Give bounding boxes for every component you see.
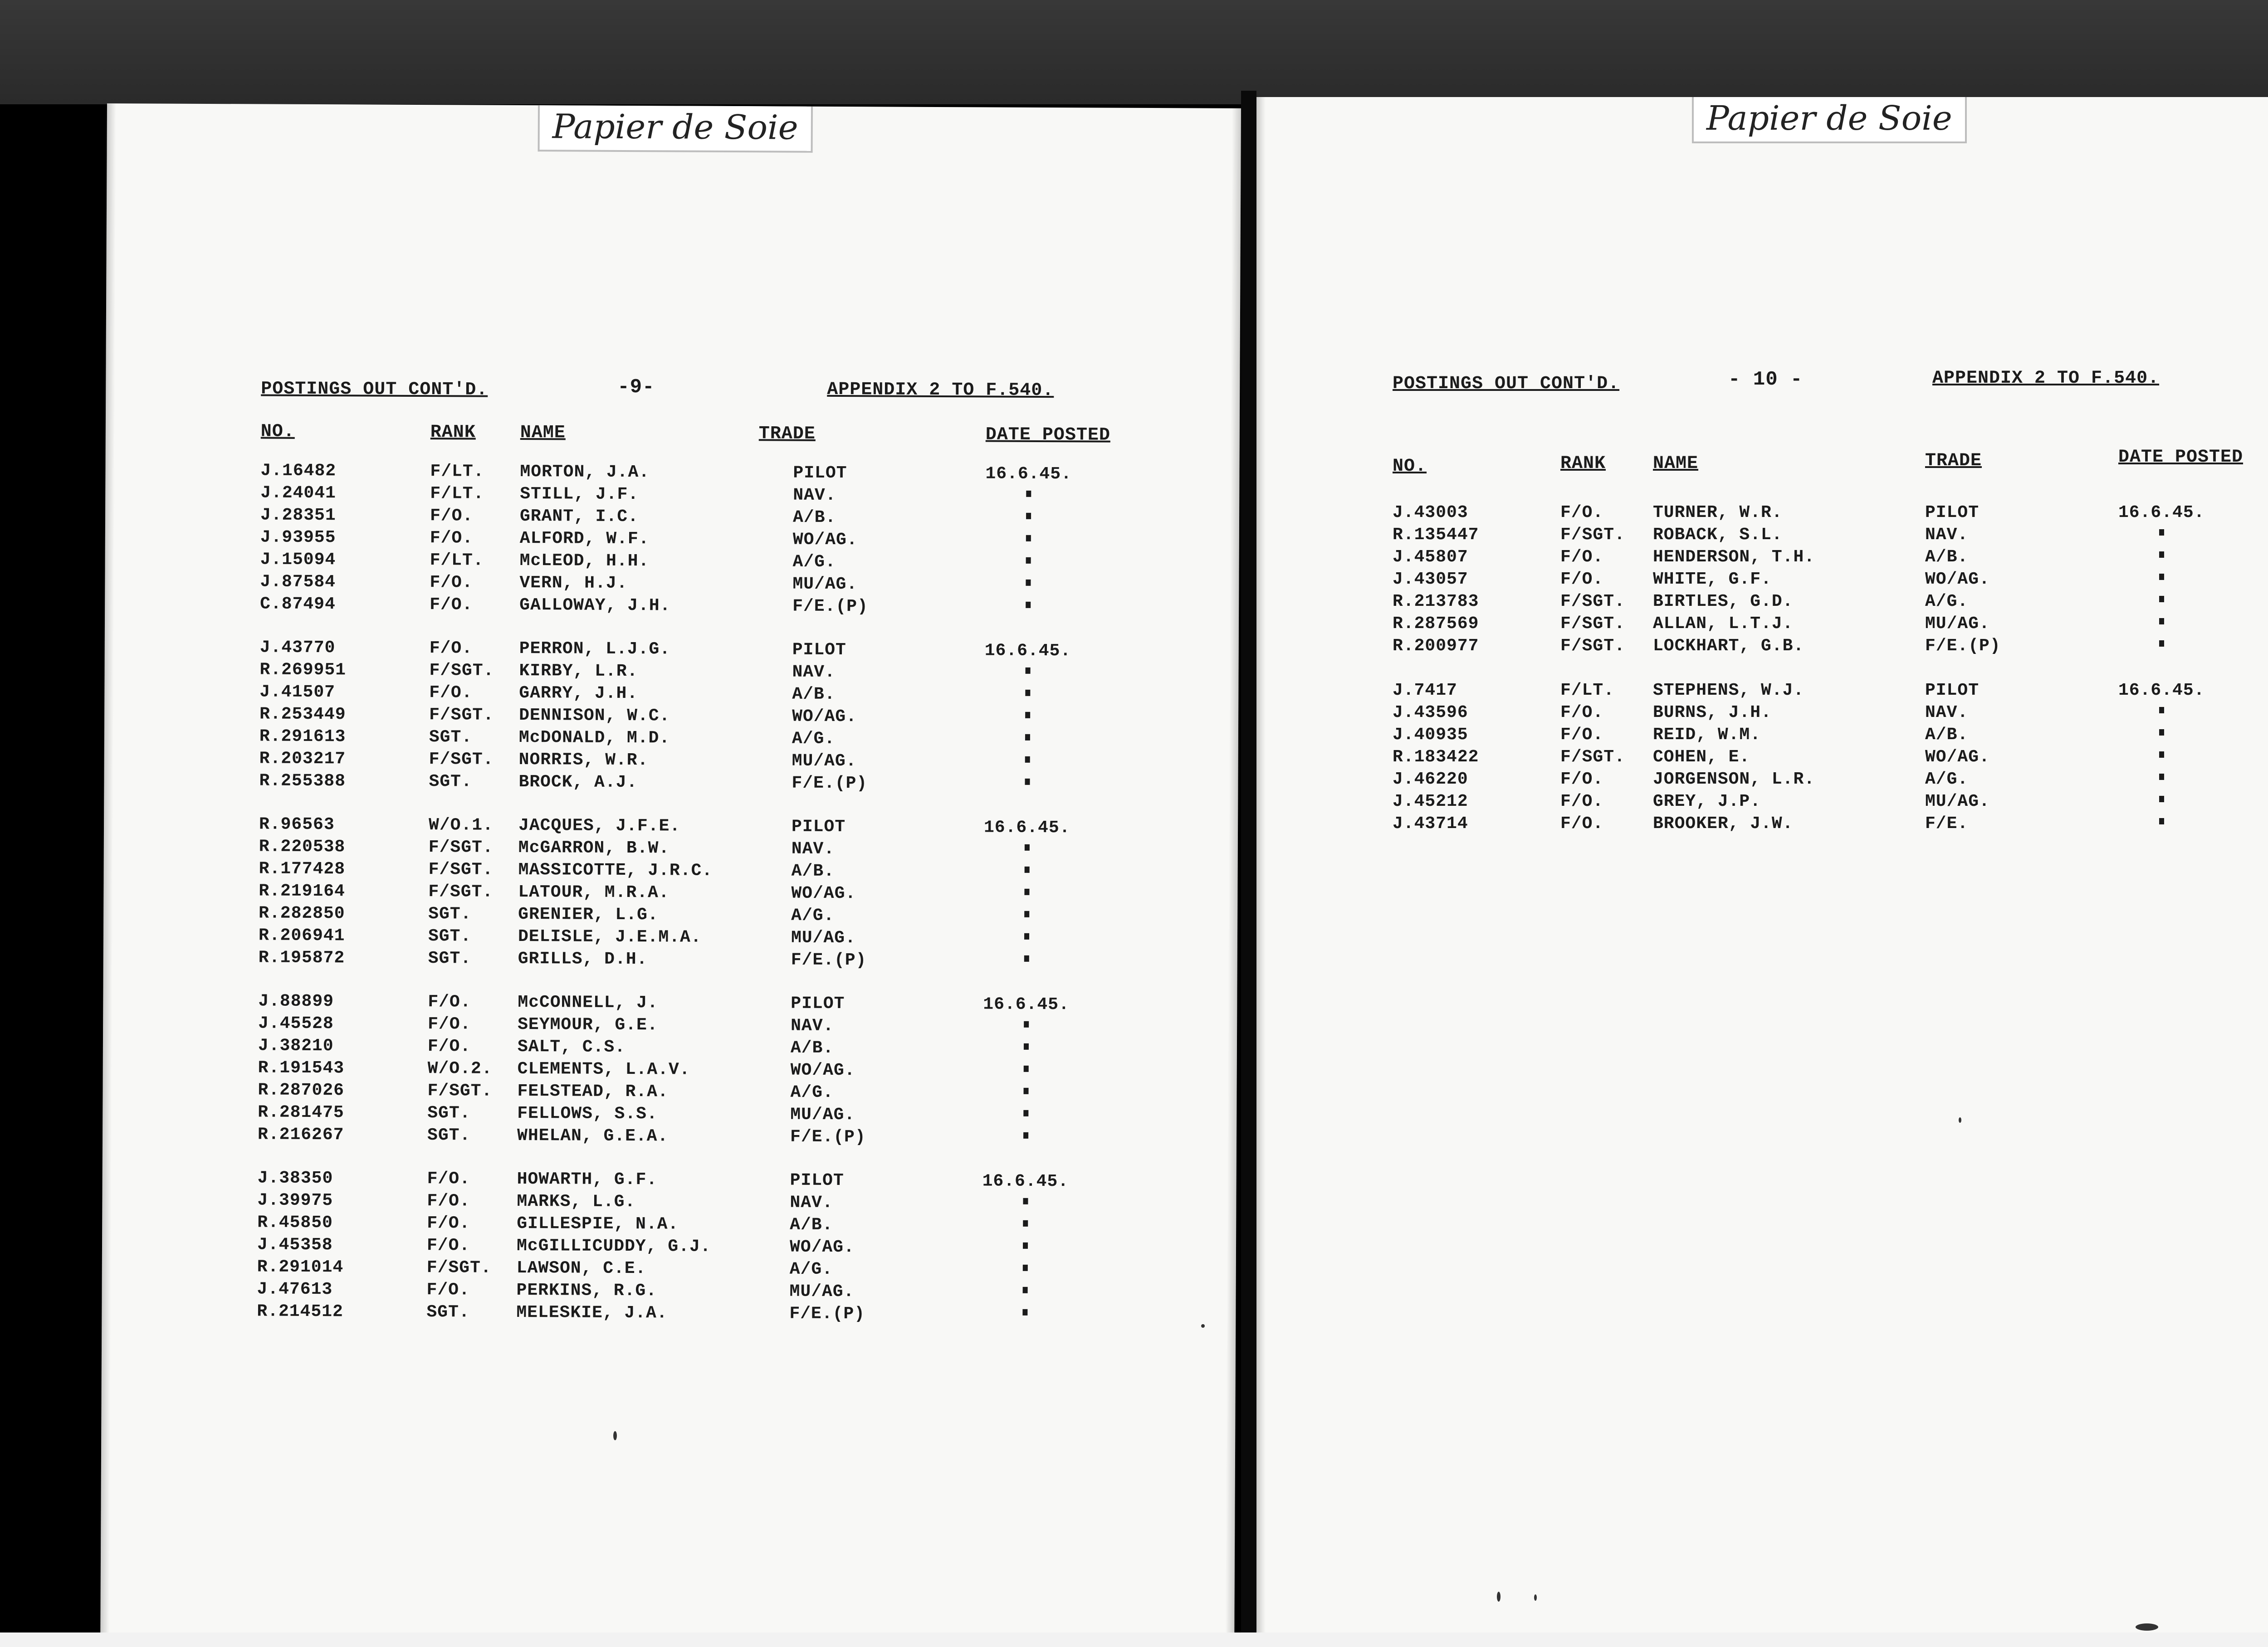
- cell-trade: WO/AG.: [792, 707, 857, 727]
- cell-name: VERN, H.J.: [519, 573, 628, 594]
- cell-date-posted: 16.6.45.: [983, 994, 1070, 1015]
- cell-rank: F/LT.: [430, 551, 484, 570]
- left-page: [100, 103, 1241, 1641]
- cell-name: LOCKHART, G.B.: [1653, 636, 1804, 656]
- cell-rank: F/SGT.: [429, 705, 494, 725]
- cell-rank: F/LT.: [1560, 681, 1615, 700]
- appendix-ref: APPENDIX 2 TO F.540.: [827, 379, 1054, 401]
- ditto-mark: [2159, 640, 2164, 647]
- cell-name: MASSICOTTE, J.R.C.: [518, 860, 713, 881]
- cell-trade: NAV.: [791, 1016, 834, 1036]
- ditto-mark: [1025, 867, 1030, 873]
- ditto-mark: [1025, 690, 1030, 696]
- cell-no: R.96563: [259, 814, 335, 835]
- cell-name: HOWARTH, G.F.: [517, 1169, 658, 1190]
- cell-name: McCONNELL, J.: [518, 992, 658, 1013]
- page-gutter: [1241, 91, 1256, 1637]
- cell-name: STILL, J.F.: [520, 484, 639, 505]
- cell-no: R.213783: [1393, 592, 1479, 611]
- cell-no: J.28351: [260, 505, 336, 526]
- cell-no: J.43003: [1393, 503, 1468, 522]
- cell-name: MELESKIE, J.A.: [516, 1302, 668, 1323]
- ditto-mark: [1024, 911, 1029, 917]
- cell-rank: F/O.: [1560, 570, 1604, 589]
- cell-date-posted: 16.6.45.: [985, 464, 1072, 484]
- cell-no: J.47613: [257, 1279, 333, 1300]
- cell-no: J.45528: [258, 1014, 334, 1034]
- page-number: -9-: [617, 375, 655, 399]
- cell-name: GRILLS, D.H.: [518, 949, 648, 970]
- cell-no: J.45807: [1393, 547, 1468, 567]
- ditto-mark: [2159, 618, 2164, 624]
- ditto-mark: [2159, 729, 2164, 736]
- cell-trade: MU/AG.: [792, 574, 858, 594]
- ditto-mark: [1023, 1132, 1028, 1139]
- cell-rank: F/LT.: [430, 462, 484, 482]
- cell-trade: MU/AG.: [792, 751, 857, 771]
- cell-name: GARRY, J.H.: [519, 683, 638, 704]
- cell-rank: F/SGT.: [429, 661, 494, 681]
- cell-name: ROBACK, S.L.: [1653, 525, 1783, 545]
- ditto-mark: [1026, 668, 1031, 674]
- cell-rank: F/SGT.: [426, 1258, 492, 1278]
- cell-name: McGARRON, B.W.: [518, 838, 670, 858]
- cell-rank: F/SGT.: [1560, 747, 1625, 767]
- cell-name: GILLESPIE, N.A.: [517, 1213, 679, 1234]
- cell-no: J.43596: [1393, 703, 1468, 722]
- cell-rank: SGT.: [427, 1126, 471, 1145]
- cell-no: J.45358: [257, 1235, 333, 1255]
- cell-no: R.206941: [258, 926, 345, 946]
- scan-speck: [1497, 1592, 1501, 1602]
- ditto-mark: [1026, 535, 1031, 541]
- scan-speck: [1201, 1324, 1205, 1328]
- ditto-mark: [1026, 557, 1031, 564]
- cell-rank: SGT.: [428, 904, 472, 924]
- ditto-mark: [2159, 707, 2164, 713]
- cell-trade: WO/AG.: [790, 1060, 855, 1081]
- cell-trade: A/G.: [1925, 770, 1969, 789]
- cell-trade: WO/AG.: [791, 883, 856, 904]
- scan-speck: [1534, 1594, 1537, 1601]
- cell-trade: PILOT: [791, 994, 845, 1014]
- cell-name: FELLOWS, S.S.: [517, 1103, 658, 1124]
- cell-trade: F/E.: [1925, 814, 1969, 833]
- cell-name: BROOKER, J.W.: [1653, 814, 1794, 833]
- cell-no: R.255388: [259, 771, 346, 791]
- ditto-mark: [1022, 1309, 1027, 1316]
- cell-rank: F/LT.: [430, 484, 484, 504]
- right-page: [1256, 97, 2268, 1637]
- doc-title: POSTINGS OUT CONT'D.: [261, 379, 488, 400]
- cell-rank: F/O.: [1560, 703, 1604, 722]
- cell-trade: F/E.(P): [790, 1127, 866, 1147]
- col-header-rank: RANK: [430, 422, 476, 443]
- cell-name: PERKINS, R.G.: [516, 1280, 657, 1301]
- cell-no: R.183422: [1393, 747, 1479, 767]
- cell-name: GRANT, I.C.: [519, 506, 639, 527]
- ditto-mark: [1025, 756, 1030, 763]
- cell-trade: PILOT: [1925, 681, 1980, 700]
- cell-name: MARKS, L.G.: [517, 1191, 636, 1212]
- cell-name: LATOUR, M.R.A.: [518, 882, 670, 903]
- cell-rank: F/O.: [429, 638, 473, 658]
- cell-trade: A/G.: [792, 552, 836, 572]
- cell-rank: SGT.: [429, 772, 472, 792]
- cell-trade: WO/AG.: [1925, 570, 1990, 589]
- cell-rank: F/SGT.: [1560, 525, 1625, 545]
- cell-trade: PILOT: [792, 640, 846, 660]
- ditto-mark: [1025, 779, 1030, 785]
- cell-trade: NAV.: [1925, 703, 1969, 722]
- cell-no: R.287026: [258, 1080, 345, 1101]
- cell-no: J.39975: [257, 1190, 333, 1211]
- scanner-bottom-strip: [0, 1632, 2268, 1647]
- cell-trade: A/B.: [792, 507, 836, 528]
- col-header-name: NAME: [520, 422, 566, 443]
- cell-trade: MU/AG.: [789, 1282, 855, 1302]
- scan-speck: [2136, 1623, 2158, 1631]
- col-header-rank: RANK: [1560, 453, 1606, 474]
- col-header-name: NAME: [1653, 453, 1699, 474]
- cell-name: McDONALD, M.D.: [518, 727, 670, 748]
- cell-rank: F/O.: [427, 1169, 470, 1189]
- ditto-mark: [2159, 574, 2164, 580]
- cell-name: PERRON, L.J.G.: [519, 638, 671, 659]
- scanner-top-band: [0, 0, 2268, 104]
- cell-rank: F/O.: [430, 595, 473, 615]
- cell-trade: F/E.(P): [792, 596, 868, 617]
- cell-rank: F/O.: [1560, 814, 1604, 833]
- cell-no: J.41507: [259, 682, 336, 702]
- cell-no: J.16482: [260, 461, 337, 481]
- cell-date-posted: 16.6.45.: [2118, 681, 2205, 700]
- cell-rank: SGT.: [429, 727, 473, 747]
- cell-trade: A/G.: [792, 729, 836, 749]
- cell-name: NORRIS, W.R.: [518, 750, 649, 770]
- cell-name: GREY, J.P.: [1653, 792, 1761, 811]
- cell-rank: F/SGT.: [428, 882, 494, 902]
- ditto-mark: [1023, 1243, 1028, 1249]
- cell-rank: F/O.: [430, 573, 473, 593]
- ditto-mark: [1026, 602, 1031, 608]
- ditto-mark: [1024, 1066, 1029, 1072]
- cell-no: J.38210: [258, 1036, 334, 1056]
- cell-no: J.87584: [260, 572, 336, 592]
- cell-no: J.38350: [257, 1168, 333, 1189]
- cell-no: R.287569: [1393, 614, 1479, 633]
- cell-no: J.7417: [1393, 681, 1457, 700]
- col-header-trade: TRADE: [1925, 451, 1982, 471]
- cell-name: GALLOWAY, J.H.: [519, 595, 671, 616]
- cell-no: C.87494: [260, 594, 336, 614]
- cell-name: DENNISON, W.C.: [519, 705, 670, 726]
- cell-rank: SGT.: [428, 949, 472, 969]
- cell-trade: WO/AG.: [1925, 747, 1990, 767]
- cell-trade: NAV.: [792, 662, 836, 682]
- cell-no: R.216267: [257, 1125, 344, 1145]
- cell-no: J.88899: [258, 991, 334, 1012]
- cell-rank: SGT.: [428, 926, 472, 946]
- col-header-no: NO.: [260, 421, 295, 442]
- cell-date-posted: 16.6.45.: [983, 818, 1070, 838]
- cell-trade: A/B.: [791, 861, 835, 882]
- cell-trade: A/B.: [1925, 725, 1969, 745]
- cell-name: SALT, C.S.: [517, 1037, 626, 1057]
- cell-no: R.253449: [259, 704, 346, 725]
- ditto-mark: [2159, 774, 2164, 780]
- ditto-mark: [1025, 844, 1030, 851]
- cell-rank: F/O.: [426, 1280, 470, 1300]
- page-number: - 10 -: [1728, 368, 1803, 391]
- cell-rank: SGT.: [426, 1302, 470, 1322]
- cell-name: BURNS, J.H.: [1653, 703, 1772, 722]
- page-edge-shadow: [1225, 108, 1241, 1641]
- cell-rank: F/O.: [1560, 503, 1604, 522]
- cell-no: R.200977: [1393, 636, 1479, 656]
- cell-name: FELSTEAD, R.A.: [517, 1081, 669, 1102]
- cell-trade: F/E.(P): [792, 773, 868, 794]
- scan-speck: [613, 1431, 617, 1440]
- cell-rank: F/O.: [427, 1037, 471, 1057]
- cell-rank: F/O.: [428, 1014, 471, 1034]
- cell-rank: F/SGT.: [1560, 592, 1625, 611]
- ditto-mark: [1025, 734, 1030, 741]
- cell-date-posted: 16.6.45.: [984, 641, 1071, 661]
- cell-no: R.219164: [259, 881, 345, 901]
- cell-name: McLEOD, H.H.: [519, 551, 650, 571]
- cell-no: R.135447: [1393, 525, 1479, 545]
- ditto-mark: [1023, 1220, 1028, 1227]
- cell-name: GRENIER, L.G.: [518, 904, 659, 925]
- cell-name: WHELAN, G.E.A.: [517, 1126, 669, 1146]
- cell-rank: F/SGT.: [428, 838, 494, 858]
- cell-rank: F/O.: [1560, 547, 1604, 567]
- ditto-mark: [2159, 551, 2164, 558]
- cell-no: R.291613: [259, 726, 346, 747]
- page-edge-shadow: [1256, 97, 1266, 1637]
- cell-trade: MU/AG.: [791, 928, 856, 948]
- cell-no: J.93955: [260, 527, 336, 548]
- cell-name: LAWSON, C.E.: [516, 1258, 646, 1279]
- ditto-mark: [1026, 491, 1031, 497]
- ditto-mark: [1026, 580, 1031, 586]
- cell-no: J.46220: [1393, 770, 1468, 789]
- cell-name: JORGENSON, L.R.: [1653, 770, 1815, 789]
- cell-trade: NAV.: [790, 1193, 833, 1213]
- ditto-mark: [1026, 513, 1031, 519]
- cell-rank: W/O.2.: [427, 1059, 493, 1079]
- cell-rank: F/O.: [428, 992, 471, 1012]
- col-header-date: DATE POSTED: [985, 424, 1110, 446]
- cell-name: JACQUES, J.F.E.: [518, 815, 681, 836]
- cell-rank: F/O.: [430, 506, 474, 526]
- cell-rank: W/O.1.: [428, 815, 494, 835]
- cell-no: R.203217: [259, 749, 346, 769]
- ditto-mark: [1024, 1043, 1029, 1050]
- cell-no: R.282850: [259, 903, 345, 924]
- cell-no: R.195872: [258, 948, 345, 968]
- cell-trade: NAV.: [791, 839, 835, 859]
- cell-name: DELISLE, J.E.M.A.: [518, 926, 702, 947]
- cell-rank: F/O.: [427, 1191, 470, 1211]
- cell-trade: F/E.(P): [1925, 636, 2001, 656]
- cell-no: R.220538: [259, 837, 346, 857]
- cell-no: R.291014: [257, 1257, 344, 1277]
- cell-no: J.15094: [260, 550, 336, 570]
- cell-name: ALLAN, L.T.J.: [1653, 614, 1794, 633]
- cell-rank: SGT.: [427, 1103, 471, 1123]
- cell-trade: MU/AG.: [790, 1105, 855, 1125]
- cell-trade: F/E.(P): [791, 950, 867, 970]
- cell-no: R.269951: [259, 660, 347, 680]
- ditto-mark: [1023, 1287, 1028, 1293]
- cell-no: R.177428: [259, 859, 346, 879]
- cell-date-posted: 16.6.45.: [982, 1171, 1069, 1192]
- ditto-mark: [2159, 529, 2164, 536]
- cell-no: R.281475: [258, 1102, 344, 1123]
- ditto-mark: [1024, 1021, 1029, 1028]
- cell-rank: F/O.: [1560, 770, 1604, 789]
- ditto-mark: [1023, 1198, 1028, 1204]
- ditto-mark: [2159, 796, 2164, 802]
- cell-name: MORTON, J.A.: [520, 462, 650, 482]
- cell-name: SEYMOUR, G.E.: [518, 1014, 658, 1035]
- cell-name: ALFORD, W.F.: [519, 528, 650, 549]
- cell-trade: A/G.: [791, 906, 835, 926]
- cell-trade: PILOT: [790, 1170, 844, 1191]
- cell-no: J.24041: [260, 483, 336, 503]
- cell-rank: F/O.: [429, 683, 473, 703]
- cell-trade: PILOT: [793, 463, 847, 483]
- cell-name: BROCK, A.J.: [518, 772, 638, 793]
- col-header-date: DATE POSTED: [2118, 447, 2244, 468]
- cell-name: TURNER, W.R.: [1653, 503, 1783, 522]
- cell-rank: F/O.: [430, 528, 474, 548]
- ditto-mark: [1025, 712, 1030, 718]
- ditto-mark: [1024, 889, 1029, 895]
- cell-rank: F/O.: [427, 1213, 470, 1233]
- cell-name: BIRTLES, G.D.: [1653, 592, 1794, 611]
- cell-no: J.43714: [1393, 814, 1468, 833]
- col-header-no: NO.: [1393, 456, 1427, 477]
- cell-name: KIRBY, L.R.: [519, 661, 638, 682]
- cell-name: REID, W.M.: [1653, 725, 1761, 745]
- cell-name: WHITE, G.F.: [1653, 570, 1772, 589]
- appendix-ref: APPENDIX 2 TO F.540.: [1932, 368, 2160, 389]
- ditto-mark: [1024, 933, 1029, 940]
- ditto-mark: [2159, 818, 2164, 824]
- cell-name: COHEN, E.: [1653, 747, 1750, 767]
- cell-no: J.40935: [1393, 725, 1468, 745]
- cell-name: CLEMENTS, L.A.V.: [517, 1059, 690, 1080]
- cell-no: J.45212: [1393, 792, 1468, 811]
- cell-rank: F/O.: [1560, 725, 1604, 745]
- cell-no: J.43770: [259, 638, 336, 658]
- cell-trade: F/E.(P): [789, 1304, 865, 1324]
- ditto-mark: [1023, 1088, 1028, 1094]
- cell-no: R.191543: [258, 1058, 345, 1078]
- doc-title: POSTINGS OUT CONT'D.: [1393, 374, 1620, 394]
- cell-trade: PILOT: [1925, 503, 1980, 522]
- cell-trade: A/B.: [1925, 547, 1969, 567]
- cell-trade: MU/AG.: [1925, 614, 1990, 633]
- ditto-mark: [1023, 1110, 1028, 1116]
- cell-rank: F/O.: [1560, 792, 1604, 811]
- cell-name: STEPHENS, W.J.: [1653, 681, 1804, 700]
- cell-trade: NAV.: [793, 485, 836, 506]
- cell-name: McGILLICUDDY, G.J.: [516, 1236, 711, 1257]
- paper-stamp-label: Papier de Soie: [538, 105, 813, 153]
- cell-date-posted: 16.6.45.: [2118, 503, 2205, 522]
- ditto-mark: [2159, 596, 2164, 602]
- paper-stamp-label: Papier de Soie: [1692, 97, 1967, 143]
- cell-trade: A/B.: [790, 1038, 834, 1058]
- cell-rank: F/SGT.: [428, 860, 494, 880]
- cell-trade: WO/AG.: [792, 530, 858, 550]
- cell-trade: MU/AG.: [1925, 792, 1990, 811]
- cell-rank: F/O.: [426, 1236, 470, 1256]
- cell-trade: WO/AG.: [789, 1237, 855, 1257]
- cell-no: R.45850: [257, 1213, 333, 1233]
- cell-rank: F/SGT.: [1560, 636, 1625, 656]
- cell-trade: A/G.: [789, 1259, 833, 1280]
- col-header-trade: TRADE: [758, 424, 816, 444]
- cell-trade: A/G.: [790, 1082, 834, 1103]
- page-edge-shadow: [100, 103, 116, 1636]
- ditto-mark: [1023, 1265, 1028, 1271]
- cell-rank: F/SGT.: [1560, 614, 1625, 633]
- cell-no: J.43057: [1393, 570, 1468, 589]
- cell-rank: F/SGT.: [427, 1081, 493, 1101]
- cell-trade: A/B.: [790, 1215, 833, 1235]
- cell-no: R.214512: [257, 1301, 343, 1322]
- ditto-mark: [2159, 751, 2164, 758]
- cell-name: HENDERSON, T.H.: [1653, 547, 1815, 567]
- scan-speck: [1959, 1117, 1961, 1123]
- cell-rank: F/SGT.: [429, 750, 494, 770]
- cell-trade: A/B.: [792, 684, 836, 705]
- cell-trade: A/G.: [1925, 592, 1969, 611]
- cell-trade: NAV.: [1925, 525, 1969, 545]
- cell-trade: PILOT: [791, 817, 846, 837]
- ditto-mark: [1024, 955, 1029, 962]
